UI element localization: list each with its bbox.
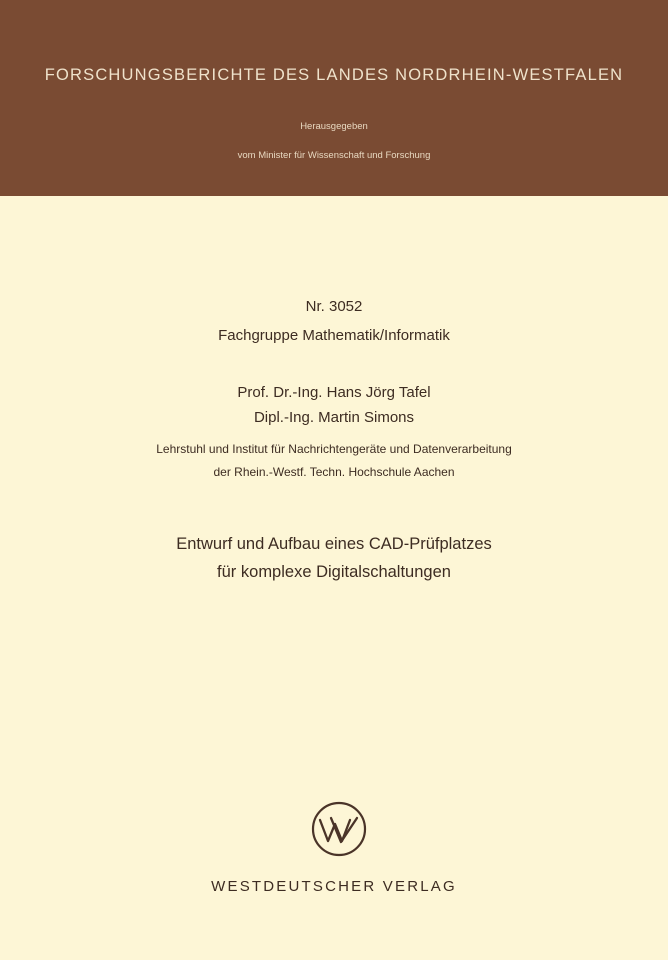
minister-line: vom Minister für Wissenschaft und Forschung xyxy=(237,150,431,161)
header-band xyxy=(0,0,668,196)
issued-by-line: Herausgegeben xyxy=(300,121,368,132)
series-title: FORSCHUNGSBERICHTE DES LANDES NORDRHEIN-WESTFALEN xyxy=(44,66,624,84)
author-2: Dipl.-Ing. Martin Simons xyxy=(253,409,415,426)
author-1: Prof. Dr.-Ing. Hans Jörg Tafel xyxy=(237,384,431,401)
publisher-name: WESTDEUTSCHER VERLAG xyxy=(211,878,457,895)
institution-line-1: Lehrstuhl und Institut für Nachrichtengeräte und Datenverarbeitung xyxy=(156,442,512,456)
book-title-line-1: Entwurf und Aufbau eines CAD-Prüfplatzes xyxy=(176,535,492,553)
wv-monogram-icon xyxy=(310,800,368,858)
book-title-line-2: für komplexe Digitalschaltungen xyxy=(217,563,451,581)
report-group: Fachgruppe Mathematik/Informatik xyxy=(218,327,450,344)
institution-line-2: der Rhein.-Westf. Techn. Hochschule Aachen xyxy=(213,465,455,479)
report-number: Nr. 3052 xyxy=(305,298,363,315)
